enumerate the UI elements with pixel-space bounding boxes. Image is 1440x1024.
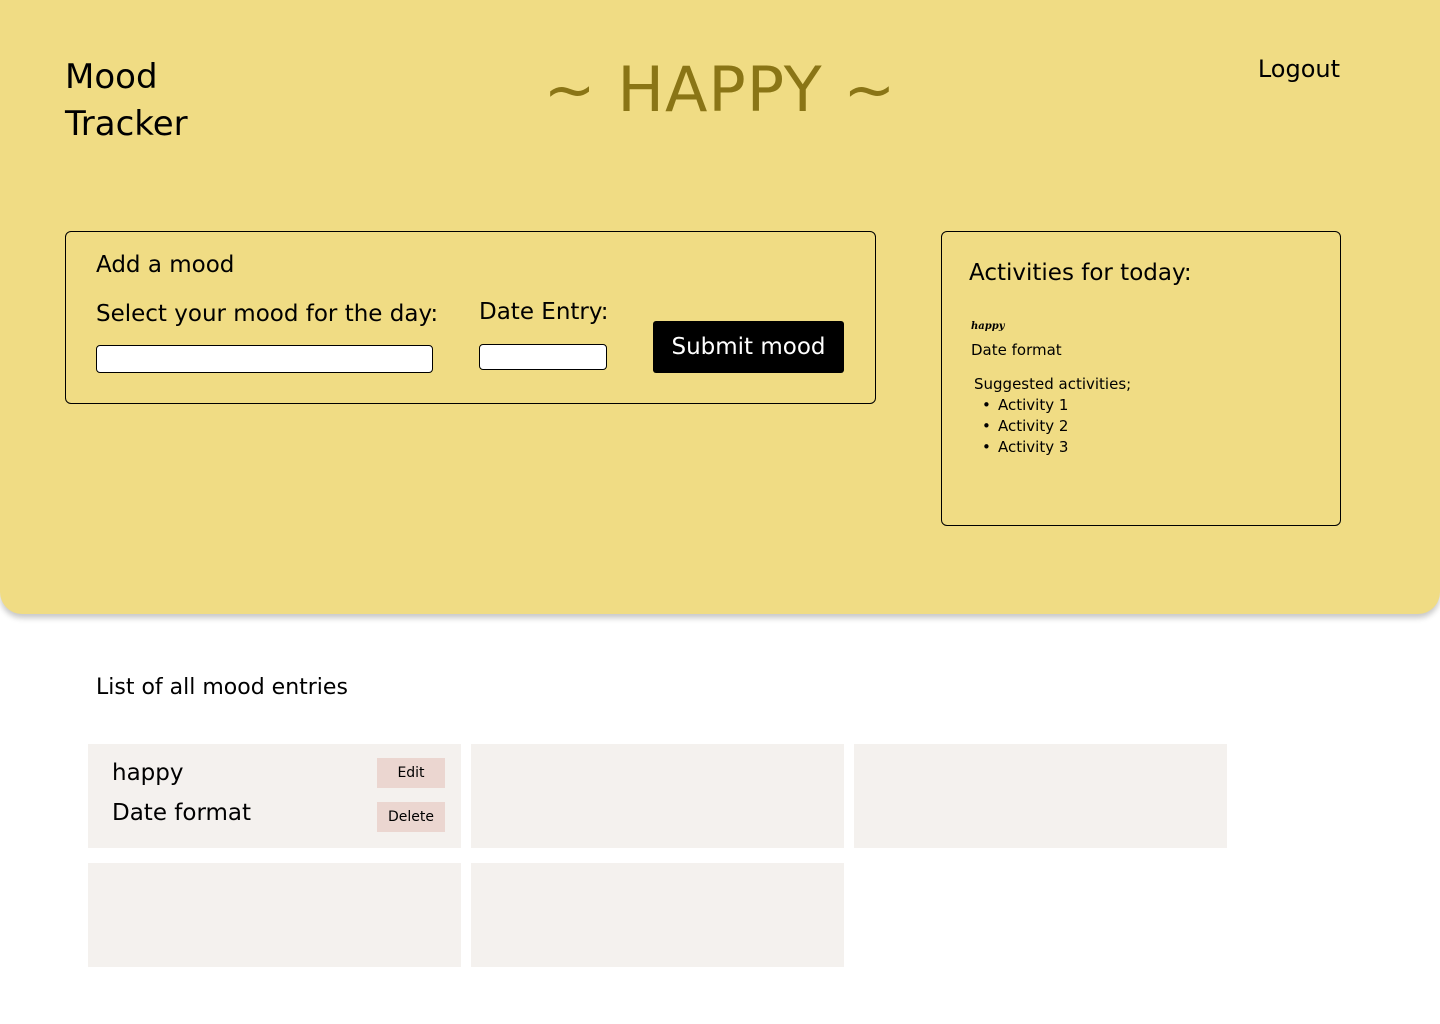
- date-entry-label: Date Entry:: [479, 299, 609, 325]
- date-entry-input[interactable]: [479, 344, 607, 370]
- mood-entry-card: [88, 744, 461, 848]
- entry-mood: happy: [112, 760, 184, 786]
- bullet-icon: •: [982, 438, 991, 456]
- submit-mood-button[interactable]: Submit mood: [653, 321, 844, 373]
- app-title-line1: Mood: [65, 57, 158, 97]
- app-title-line2: Tracker: [65, 104, 188, 144]
- bullet-icon: •: [982, 396, 991, 414]
- add-mood-panel: [65, 231, 876, 404]
- suggested-activities-label: Suggested activities;: [974, 375, 1132, 393]
- activities-date: Date format: [971, 341, 1062, 359]
- activity-item: [974, 395, 1068, 416]
- activity-item-label: Activity 3: [998, 438, 1069, 456]
- logout-link[interactable]: Logout: [1257, 55, 1340, 83]
- mood-entry-card: [88, 863, 461, 967]
- mood-entry-card: [471, 863, 844, 967]
- activities-panel: [941, 231, 1341, 526]
- mood-entry-card: [471, 744, 844, 848]
- activity-list: [974, 395, 1068, 458]
- activities-mood: happy: [971, 321, 1005, 332]
- current-mood-heading: ~ HAPPY ~: [543, 53, 897, 126]
- activities-title: Activities for today:: [969, 260, 1192, 286]
- activity-item: [974, 416, 1068, 437]
- mood-input[interactable]: [96, 345, 433, 373]
- edit-button[interactable]: Edit: [377, 758, 445, 788]
- bullet-icon: •: [982, 417, 991, 435]
- delete-button[interactable]: Delete: [377, 802, 445, 832]
- activity-item-label: Activity 1: [998, 396, 1069, 414]
- activity-item-label: Activity 2: [998, 417, 1069, 435]
- entry-date: Date format: [112, 800, 252, 826]
- mood-entry-card: [854, 744, 1227, 848]
- add-mood-title: Add a mood: [96, 252, 235, 278]
- mood-select-label: Select your mood for the day:: [96, 301, 439, 327]
- entries-list-title: List of all mood entries: [96, 675, 348, 700]
- app-title: [65, 54, 265, 148]
- activity-item: [974, 437, 1068, 458]
